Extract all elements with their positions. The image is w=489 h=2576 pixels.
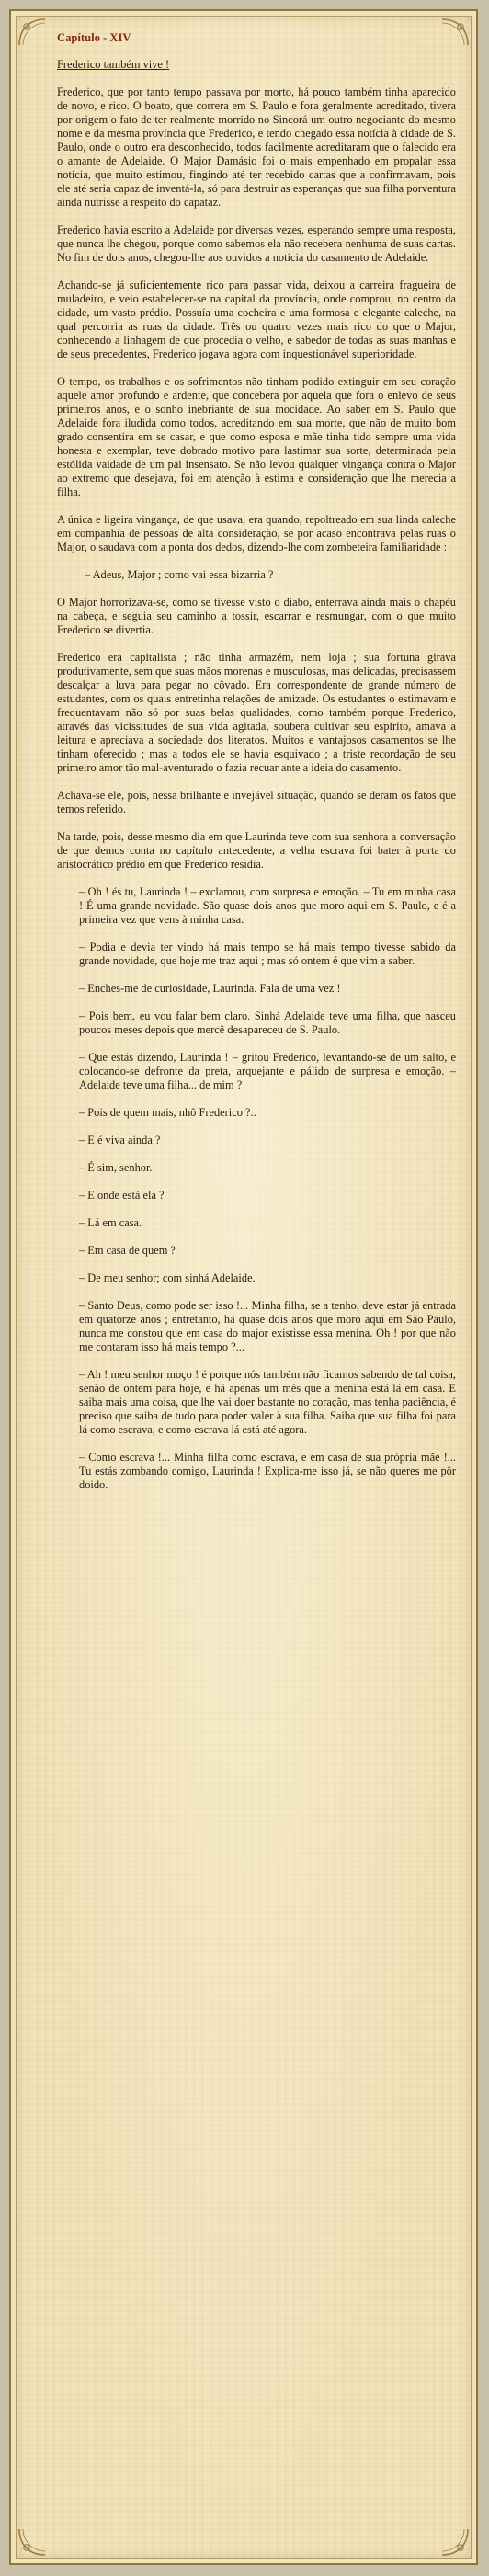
paragraph: Achando-se já suficientemente rico para passar vida, deixou a carreira fragueira de muladeiro, e veio estabelecer-se na capital da província, onde comprou, no centro da cidade, um vasto prédio. Possuía uma cocheira e uma formosa e elegante caleche, na qual percorria as ruas da cidade. Três ou quatro vezes mais rico do que o Major, conhecendo a linhagem de que procedia o velho, e sabedor de todas as suas manhas e de seus precedentes, Frederico jogava agora com inquestionável superioridade. — [57, 279, 456, 360]
paragraph: A única e ligeira vingança, de que usava, era quando, repoltreado em sua linda caleche em companhia de pessoas de alta consideração, se por acaso encontrava pelas ruas o Major, o saudava com a ponta dos dedos, dizendo-lhe com zombeteira familiaridade : — [57, 513, 456, 553]
paragraph: Na tarde, pois, desse mesmo dia em que Laurinda teve com sua senhora a conversação de que demos conta no capítulo antecedente, a velha escrava foi bater à porta do aristocrático prédio em que Frederico residia. — [57, 830, 456, 871]
dialogue-line: – E é viva ainda ? — [79, 1134, 161, 1146]
paragraph: O Major horrorizava-se, como se tivesse visto o diabo, enterrava ainda mais o chapéu na cabeça, e seguia seu caminho a tossir, escarrar e resmungar, com o que muito Frederico se divertia. — [57, 596, 456, 636]
corner-ornament-icon — [439, 2526, 471, 2558]
parchment-frame — [9, 9, 478, 2565]
dialogue-line: – Ah ! meu senhor moço ! é porque nós também não ficamos sabendo de tal coisa, senão de ontem para hoje, e há apenas um mês que a menina está lá em casa. E saiba mais uma coisa, que lhe vai doer bastante no coração, mas tenha paciência, é preciso que saiba de tudo para poder valer à sua filha. Saiba que sua filha foi para lá como escrava, e como escrava lá está até agora. — [79, 1368, 456, 1436]
chapter-title: Capítulo - XIV — [57, 31, 131, 44]
dialogue-line: – Pois bem, eu vou falar bem claro. Sinhá Adelaide teve uma filha, que nasceu poucos meses depois que mercê desapareceu de S. Paulo. — [79, 1009, 456, 1036]
dialogue-line: – Adeus, Major ; como vai essa bizarria ? — [85, 568, 274, 581]
paragraph: Frederico havia escrito a Adelaide por diversas vezes, esperando sempre uma resposta, que nunca lhe chegou, porque como sabemos ela não recebera nenhuma de suas cartas. No fim de dois anos, chegou-lhe aos ouvidos a notícia do casamento de Adelaide. — [57, 223, 456, 264]
chapter-text — [57, 31, 456, 1506]
dialogue-line: – Enches-me de curiosidade, Laurinda. Fala de uma vez ! — [79, 982, 341, 995]
dialogue-line: – E onde está ela ? — [79, 1189, 165, 1202]
dialogue-line: – Que estás dizendo, Laurinda ! – gritou Frederico, levantando-se de um salto, e colocando-se defronte da preta, arquejante e pálido de surpresa e emoção. – Adelaide teve uma filha... de mim ? — [79, 1051, 456, 1091]
corner-ornament-icon — [17, 2526, 48, 2558]
chapter-subtitle: Frederico também vive ! — [57, 58, 170, 71]
dialogue-line: – Lá em casa. — [79, 1216, 142, 1229]
dialogue-line: – Podia e devia ter vindo há mais tempo se há mais tempo tivesse sabido da grande novidade, que hoje me traz aqui ; mas só ontem é que vim a saber. — [79, 940, 456, 967]
corner-ornament-icon — [17, 17, 48, 48]
dialogue-line: – Pois de quem mais, nhô Frederico ?.. — [79, 1106, 256, 1119]
dialogue-line: – De meu senhor; com sinhá Adelaide. — [79, 1271, 256, 1284]
paragraph: O tempo, os trabalhos e os sofrimentos não tinham podido extinguir em seu coração aquele amor profundo e ardente, que concebera por aquela que fora o enlevo de seus primeiros anos, e o sonho inebriante de sua mocidade. Ao saber em S. Paulo que Adelaide fora iludida como todos, acreditando em sua morte, que não de muito bom grado consentira em se casar, e que como esposa e mãe tinha tido sempre uma vida honesta e exemplar, teve dobrado motivo para lastimar sua sorte, determinada pela estólida vaidade de um pai insensato. Se não levou qualquer vingança contra o Major ao extremo que desejava, foi em atenção à estima e consideração que lhe merecia a filha. — [57, 375, 456, 498]
dialogue-line: – Oh ! és tu, Laurinda ! – exclamou, com surpresa e emoção. – Tu em minha casa ! É uma grande novidade. São quase dois anos que moro aqui em S. Paulo, e é a primeira vez que vens à minha casa. — [79, 885, 456, 926]
paragraph: Frederico era capitalista ; não tinha armazém, nem loja ; sua fortuna girava produtivamente, sem que suas mãos morenas e musculosas, mas delicadas, precisassem descalçar a luva para pegar no côvado. Era correspondente de grande número de estudantes, com os quais entretinha relações de amizade. Os estudantes o estimavam e frequentavam não só por suas belas qualidades, como também porque Frederico, através das vicissitudes de sua vida agitada, soubera cultivar seu espírito, amava a leitura e apreciava a sociedade dos literatos. Muitos e vantajosos casamentos se lhe tinham oferecido ; mas a todos ele se havia esquivado ; a triste recordação de seu primeiro amor tão mal-aventurado o fazia recuar ante a ideia do casamento. — [57, 651, 456, 774]
paragraph: Frederico, que por tanto tempo passava por morto, há pouco também tinha aparecido de novo, e rico. O boato, que correra em S. Paulo e fora geralmente acreditado, tivera por origem o fato de ter realmente morrido no Sincorá um outro negociante do mesmo nome e da mesma província que Frederico, e tendo chegado essa notícia à cidade de S. Paulo, onde o outro era desconhecido, todos facilmente acreditaram que o falecido era o amante de Adelaide. O Major Damásio foi o mais empenhado em propalar essa notícia, que muito estimou, fingindo até ter recebido cartas que a confirmavam, pois ele até seria capaz de inventá-la, só para destruir as esperanças que sua filha porventura ainda nutrisse a respeito do capataz. — [57, 85, 456, 209]
dialogue-line: – É sim, senhor. — [79, 1161, 153, 1174]
dialogue-line: – Santo Deus, como pode ser isso !... Minha filha, se a tenho, deve estar já entrada em quatorze anos ; entretanto, há quase dois anos que moro aqui em São Paulo, nunca me constou que em casa do major existisse essa menina. Oh ! por que não me contaram isso há mais tempo ?... — [79, 1299, 456, 1353]
dialogue-line: – Como escrava !... Minha filha como escrava, e em casa de sua própria mãe !... Tu estás zombando comigo, Laurinda ! Explica-me isso já, se não queres me pôr doido. — [79, 1451, 456, 1491]
dialogue-line: – Em casa de quem ? — [79, 1244, 176, 1257]
paragraph: Achava-se ele, pois, nessa brilhante e invejável situação, quando se deram os fatos que temos referido. — [57, 789, 456, 815]
